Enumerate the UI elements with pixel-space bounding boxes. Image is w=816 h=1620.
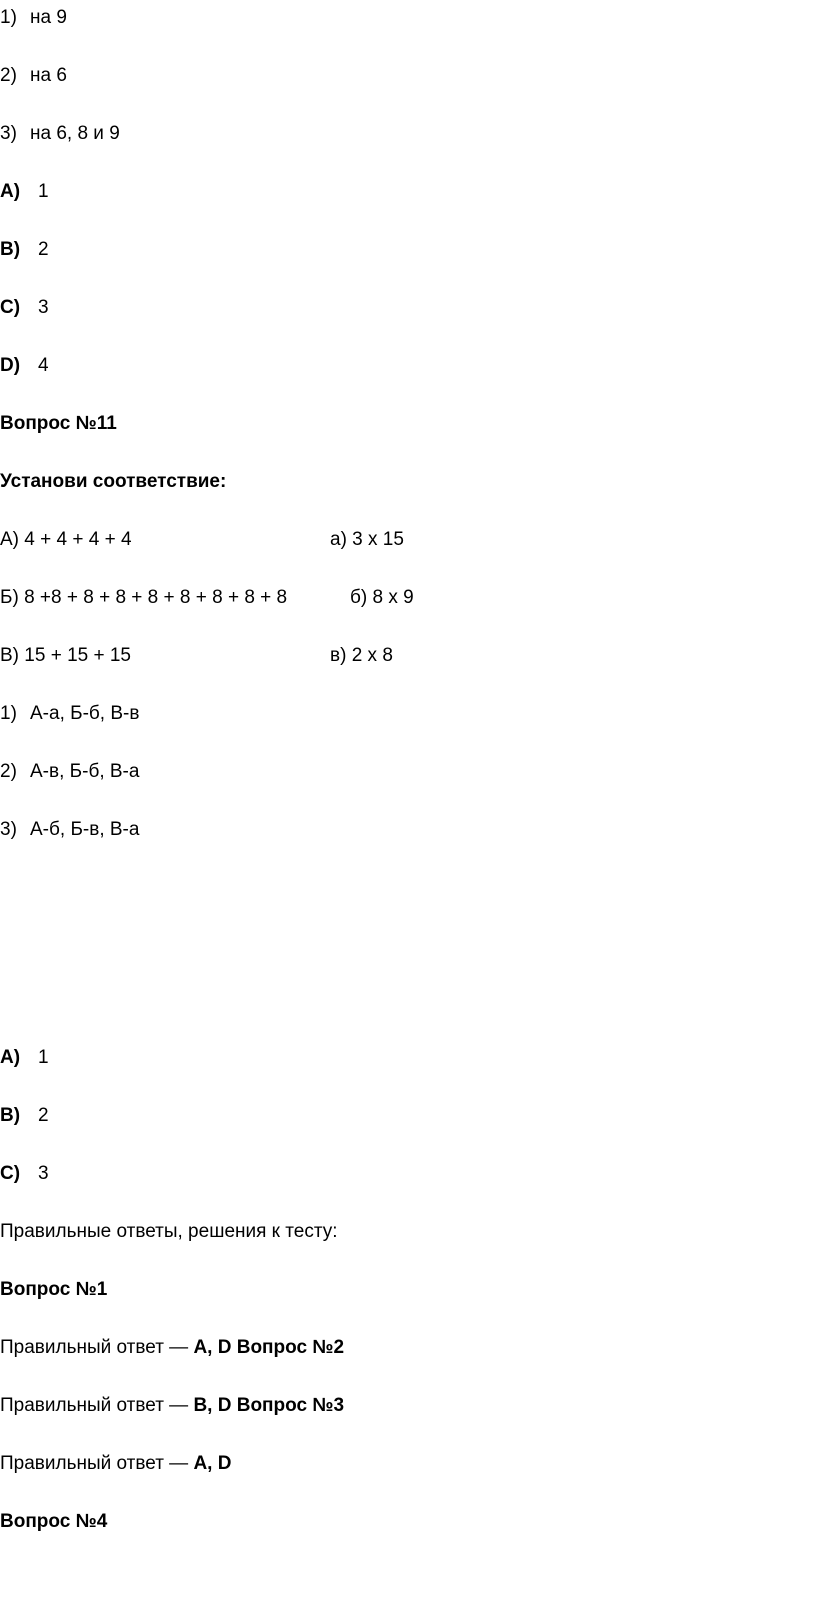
option-number: 1): [0, 703, 17, 724]
match-row-left-3: В) 15 + 15 + 15: [0, 645, 131, 666]
answer-c-bottom: [0, 1162, 49, 1186]
answer-c: [0, 296, 49, 320]
answer-d: [0, 354, 49, 378]
answer-text: 2: [38, 239, 49, 260]
option-3: [0, 122, 120, 146]
answer-prefix: Правильный ответ —: [0, 1395, 194, 1416]
option-number: 2): [0, 65, 17, 86]
q11-option-1: [0, 702, 139, 726]
answer-value: B, D Вопрос №3: [193, 1395, 345, 1416]
answer-text: 3: [38, 297, 49, 318]
option-text: на 9: [30, 7, 67, 28]
question-11-instruction: Установи соответствие:: [0, 471, 227, 492]
answer-label: C): [0, 297, 21, 318]
option-number: 1): [0, 7, 17, 28]
answer-label: A): [0, 1047, 21, 1068]
question-11-title: Вопрос №11: [0, 413, 117, 434]
option-text: А-а, Б-б, В-в: [30, 703, 140, 724]
match-row-left-1: А) 4 + 4 + 4 + 4: [0, 529, 132, 550]
solution-line-1: [0, 1336, 344, 1360]
option-1: [0, 6, 67, 30]
q11-option-3: [0, 818, 139, 842]
match-row-right-3: в) 2 х 8: [330, 645, 393, 666]
answer-b-bottom: [0, 1104, 49, 1128]
option-text: А-в, Б-б, В-а: [30, 761, 140, 782]
answer-prefix: Правильный ответ —: [0, 1453, 194, 1474]
option-2: [0, 64, 67, 88]
answer-label: A): [0, 181, 21, 202]
answer-text: 1: [38, 181, 49, 202]
answer-prefix: Правильный ответ —: [0, 1337, 194, 1358]
q11-option-2: [0, 760, 139, 784]
answer-text: 4: [38, 355, 49, 376]
answer-label: D): [0, 355, 21, 376]
option-text: на 6, 8 и 9: [30, 123, 120, 144]
answer-text: 1: [38, 1047, 49, 1068]
option-text: на 6: [30, 65, 67, 86]
solution-line-3: [0, 1452, 231, 1476]
match-row-left-2: Б) 8 +8 + 8 + 8 + 8 + 8 + 8 + 8 + 8: [0, 587, 288, 608]
solution-line-2: [0, 1394, 344, 1418]
answer-text: 3: [38, 1163, 49, 1184]
answer-label: B): [0, 239, 21, 260]
answer-a-bottom: [0, 1046, 49, 1070]
option-number: 3): [0, 123, 17, 144]
option-text: А-б, Б-в, В-а: [30, 819, 140, 840]
match-row-right-2: б) 8 х 9: [350, 587, 414, 608]
option-number: 3): [0, 819, 17, 840]
answer-a: [0, 180, 49, 204]
option-number: 2): [0, 761, 17, 782]
match-row-right-1: а) 3 х 15: [330, 529, 404, 550]
answer-value: A, D Вопрос №2: [193, 1337, 345, 1358]
answer-value: A, D: [193, 1453, 232, 1474]
answer-label: B): [0, 1105, 21, 1126]
answer-b: [0, 238, 49, 262]
solutions-heading: Правильные ответы, решения к тесту:: [0, 1221, 338, 1242]
solution-question-1-title: Вопрос №1: [0, 1279, 108, 1300]
solution-question-4-title: Вопрос №4: [0, 1511, 108, 1532]
answer-text: 2: [38, 1105, 49, 1126]
answer-label: C): [0, 1163, 21, 1184]
